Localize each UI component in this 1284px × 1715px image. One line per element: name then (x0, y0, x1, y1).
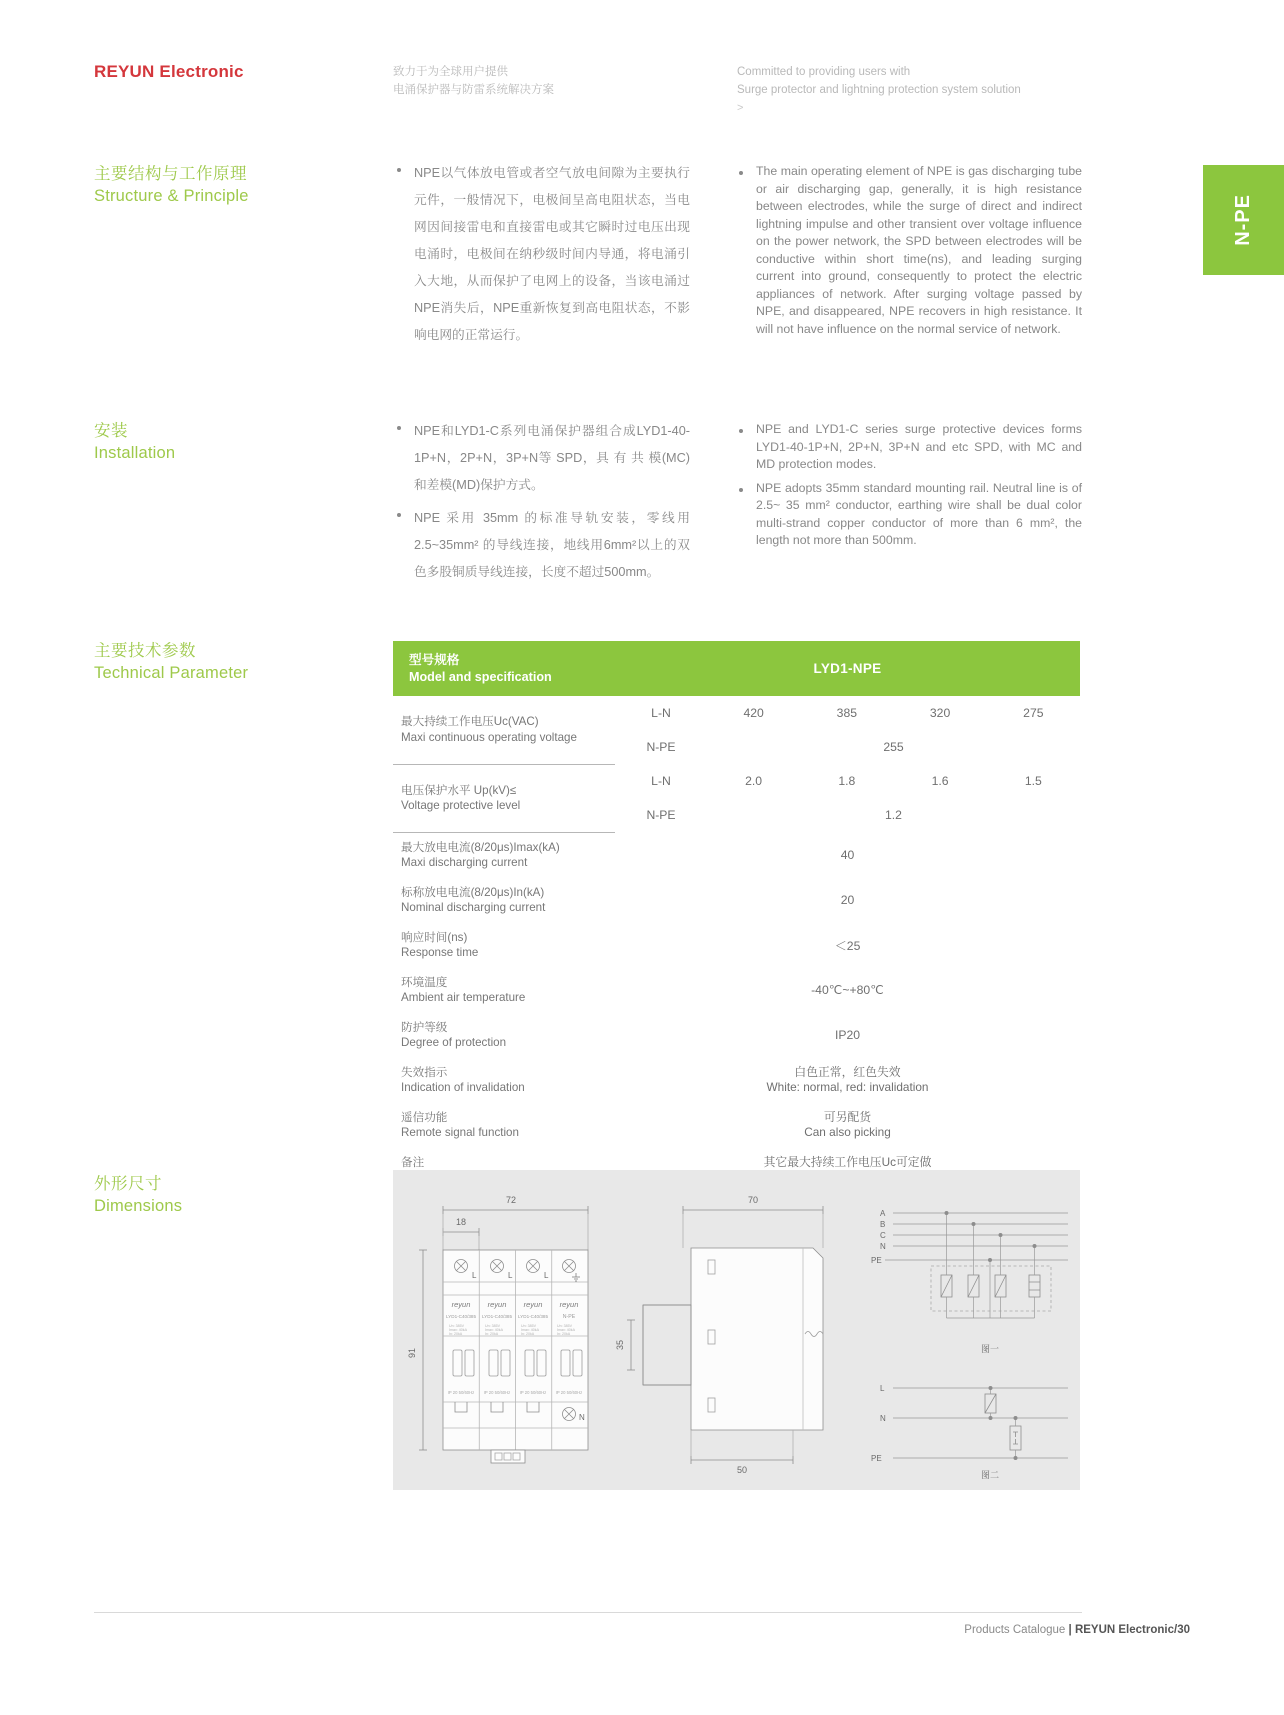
brand-logo: REYUN Electronic (94, 62, 244, 81)
row-label-temperature (393, 968, 615, 1013)
module-spec-2-line1: Un: 385V (485, 1324, 500, 1328)
row-label-imax-en: Maxi discharging current (401, 856, 528, 869)
row-label-response-en: Response time (401, 946, 479, 959)
circuit-phase-label-c: C (880, 1231, 886, 1240)
row-label-indication (393, 1058, 615, 1103)
slogan-chinese (393, 63, 554, 99)
circuit-phase-label-a: A (880, 1209, 886, 1218)
module-spec-1-line3: In: 20kA (449, 1332, 463, 1336)
row-label-imax (393, 832, 615, 878)
section-title-technical (94, 640, 374, 684)
cell-temperature: -40℃~+80℃ (811, 983, 884, 997)
section-title-dimensions (94, 1173, 374, 1217)
cell-in: 20 (840, 893, 855, 907)
footer-text (964, 1624, 1190, 1636)
module-pole-label-4: N (579, 1413, 585, 1422)
footer-divider (94, 1612, 1082, 1613)
row-label-up-en: Voltage protective level (401, 799, 521, 812)
row-label-response-cn: 响应时间(ns) (401, 930, 468, 944)
module-model-3: LYD1-C40/385 (517, 1314, 549, 1319)
section-title-installation-cn: 安装 (94, 422, 128, 440)
module-model-1: LYD1-C40/385 (445, 1314, 477, 1319)
cell-remote (615, 1103, 1080, 1148)
technical-parameter-table (393, 641, 1080, 1193)
cell-imax: 40 (840, 847, 855, 862)
cell-uc-ln-3: 320 (929, 706, 951, 720)
cell-uc-npe: 255 (883, 740, 904, 754)
module-pole-label-3: L (544, 1271, 549, 1280)
section-title-structure-cn: 主要结构与工作原理 (94, 165, 247, 183)
module-footer-1: IP 20 50/60Hz (447, 1390, 475, 1395)
cell-uc-ln-4: 275 (1023, 706, 1044, 720)
circuit-lower-label-pe: PE (871, 1454, 882, 1463)
row-label-uc-cn: 最大持续工作电压Uc(VAC) (401, 715, 539, 729)
cell-indication-cn: 白色正常，红色失效 (794, 1064, 901, 1079)
list-item: NPE以气体放电管或者空气放电间隙为主要执行元件，一般情况下，电极间呈高电阻状态，当电网因间接雷电和直接雷电或其它瞬时过电压出现电涌时，电极间在纳秒级时间内导通，将电涌引入大地，从而保护了电网上的设备，当该电涌过NPE消失后，NPE重新恢复到高电阻状态，不影响电网的正常运行。 (395, 160, 690, 349)
module-spec-4-line2: Imax: 40kA (557, 1328, 575, 1332)
dim-label-module-width: 18 (455, 1217, 467, 1227)
module-pole-label-2: L (508, 1271, 513, 1280)
module-spec-4-line3: In: 20kA (557, 1332, 571, 1336)
cell-uc-ln-1: 420 (743, 706, 764, 720)
table-header-model-value: LYD1-NPE (615, 641, 1080, 696)
module-brand-4: reyun (559, 1300, 579, 1309)
table-row (393, 764, 1080, 798)
table-header-model-cn: 型号规格 (409, 653, 460, 667)
slogan-en-line1: Committed to providing users with (737, 66, 911, 78)
list-item: NPE adopts 35mm standard mounting rail. Neutral line is of 2.5~ 35 mm² conductor, earthing wire shall be dual color multi-strand copper conductor of more than 6 mm², the length not more than 500mm. (737, 480, 1082, 550)
table-row (393, 1013, 1080, 1058)
row-label-imax-cn: 最大放电电流(8/20μs)Imax(kA) (401, 840, 560, 854)
row-mode-uc-ln: L-N (651, 706, 671, 720)
structure-bullets-en (737, 163, 1082, 344)
footer-catalogue-label: Products Catalogue (964, 1624, 1066, 1636)
dim-label-height: 91 (407, 1347, 417, 1359)
footer-page-number: 30 (1177, 1624, 1190, 1636)
module-spec-3-line1: Un: 385V (521, 1324, 536, 1328)
circuit-phase-label-pe: PE (871, 1256, 882, 1265)
module-spec-2-line2: Imax: 40kA (485, 1328, 503, 1332)
slogan-cn-line2: 电涌保护器与防雷系统解决方案 (393, 84, 554, 96)
section-title-technical-en: Technical Parameter (94, 664, 249, 682)
row-label-remote-en: Remote signal function (401, 1126, 519, 1139)
module-spec-3-line3: In: 20kA (521, 1332, 535, 1336)
circuit-lower-label-n: N (880, 1414, 886, 1423)
table-row (393, 878, 1080, 923)
list-item: The main operating element of NPE is gas discharging tube or air discharging gap, generally, it is high resistance between electrodes, while the surge of direct and indirect lightning impulse and other transient over voltage influence on the power network, the SPD between electrodes will be conductive within short time(ns), and leading surging current into ground, consequently to protect the electric appliances of network. After surging voltage passed by NPE, and disappeared, NPE recovers in high resistance. It will not have influence on the normal service of network. (737, 163, 1082, 338)
cell-up-ln-3: 1.6 (931, 774, 949, 788)
circuit-phase-label-b: B (880, 1220, 886, 1229)
row-label-remarks-cn: 备注 (401, 1155, 425, 1169)
cell-indication-en: White: normal, red: invalidation (766, 1080, 929, 1094)
module-footer-3: IP 20 50/60Hz (519, 1390, 547, 1395)
module-spec-1-line2: Imax: 40kA (449, 1328, 467, 1332)
row-label-temperature-cn: 环境温度 (401, 975, 448, 989)
table-header-model-label (393, 641, 615, 696)
module-spec-1-line1: Un: 385V (449, 1324, 464, 1328)
row-label-remote (393, 1103, 615, 1148)
cell-up-ln-4: 1.5 (1024, 774, 1042, 788)
table-row (393, 1058, 1080, 1103)
cell-up-npe: 1.2 (885, 808, 902, 822)
row-mode-up-ln: L-N (651, 774, 671, 788)
row-label-in-cn: 标称放电电流(8/20μs)In(kA) (401, 885, 545, 899)
list-item: NPE 采用 35mm 的标准导轨安装，零线用 2.5~35mm² 的导线连接，地线用6mm²以上的双色多股铜质导线连接，长度不超过500mm。 (395, 505, 690, 586)
section-title-installation (94, 420, 374, 464)
cell-uc-ln-2: 385 (836, 706, 858, 720)
row-label-up-cn: 电压保护水平 Up(kV)≤ (401, 783, 517, 797)
structure-bullets-cn (395, 160, 690, 355)
dim-label-rail: 35 (615, 1339, 625, 1351)
row-label-up (393, 764, 615, 832)
row-label-temperature-en: Ambient air temperature (401, 991, 526, 1004)
row-label-protection (393, 1013, 615, 1058)
module-spec-2-line3: In: 20kA (485, 1332, 499, 1336)
circuit-lower-label-l: L (880, 1384, 885, 1393)
row-label-uc (393, 696, 615, 764)
section-title-dimensions-cn: 外形尺寸 (94, 1175, 162, 1193)
installation-bullets-en (737, 421, 1082, 556)
slogan-en-line2: Surge protector and lightning protection system solution (737, 84, 1021, 96)
circuit-phase-label-n: N (880, 1242, 886, 1251)
table-row (393, 1103, 1080, 1148)
table-row (393, 968, 1080, 1013)
list-item: NPE and LYD1-C series surge protective devices forms LYD1-40-1P+N, 2P+N, 3P+N and etc SPD, with MC and MD protection modes. (737, 421, 1082, 474)
section-title-structure-en: Structure & Principle (94, 187, 249, 205)
list-item: NPE和LYD1-C系列电涌保护器组合成LYD1-40-1P+N，2P+N，3P+N等 SPD，具 有 共 模(MC)和差模(MD)保护方式。 (395, 418, 690, 499)
dim-label-bottom: 50 (736, 1465, 748, 1475)
section-title-technical-cn: 主要技术参数 (94, 642, 196, 660)
section-tab-npe (1203, 165, 1284, 275)
module-model-2: LYD1-C40/385 (481, 1314, 513, 1319)
row-label-protection-en: Degree of protection (401, 1036, 507, 1049)
slogan-english (737, 63, 1021, 117)
table-row (393, 923, 1080, 968)
module-footer-4: IP 20 50/60Hz (555, 1390, 583, 1395)
cell-up-ln-2: 1.8 (838, 774, 856, 788)
row-label-indication-cn: 失效指示 (401, 1065, 448, 1079)
row-label-remote-cn: 遥信功能 (401, 1110, 448, 1124)
row-label-in (393, 878, 615, 923)
footer-page-separator: / (1174, 1624, 1178, 1636)
cell-remarks-cn: 其它最大持续工作电压Uc可定做 (763, 1154, 932, 1169)
module-spec-4-line1: Un: 385V (557, 1324, 572, 1328)
footer-brand: REYUN Electronic (1074, 1624, 1174, 1636)
module-model-4: N-PE (562, 1314, 576, 1320)
table-header-row (393, 641, 1080, 696)
row-label-indication-en: Indication of invalidation (401, 1081, 525, 1094)
module-brand-1: reyun (451, 1300, 471, 1309)
section-title-structure (94, 163, 374, 207)
circuit-caption-2: 图二 (980, 1470, 1000, 1480)
row-label-uc-en: Maxi continuous operating voltage (401, 730, 577, 744)
section-title-dimensions-en: Dimensions (94, 1197, 183, 1215)
slogan-cn-line1: 致力于为全球用户提供 (393, 66, 508, 78)
module-footer-2: IP 20 50/60Hz (483, 1390, 511, 1395)
module-brand-3: reyun (523, 1300, 543, 1309)
cell-protection: IP20 (834, 1028, 861, 1042)
module-brand-2: reyun (487, 1300, 507, 1309)
row-label-in-en: Nominal discharging current (401, 901, 546, 914)
section-tab-label: N-PE (1232, 194, 1254, 246)
module-pole-label-1: L (472, 1271, 477, 1280)
slogan-arrow-icon: > (737, 102, 744, 114)
table-header-model-en: Model and specification (409, 669, 552, 684)
section-title-installation-en: Installation (94, 444, 176, 462)
row-label-response (393, 923, 615, 968)
cell-remote-en: Can also picking (804, 1125, 891, 1139)
cell-up-ln-1: 2.0 (745, 774, 763, 788)
footer-separator: | (1068, 1624, 1072, 1636)
dimensions-drawing-svg (393, 1170, 1080, 1490)
dim-label-width-front: 72 (505, 1195, 517, 1205)
cell-response: ＜25 (834, 938, 861, 953)
row-mode-up-npe: N-PE (646, 808, 676, 822)
cell-indication (615, 1058, 1080, 1103)
dim-label-width-side: 70 (747, 1195, 759, 1205)
table-row (393, 832, 1080, 878)
circuit-caption-1: 图一 (980, 1344, 1000, 1354)
dimensions-figure (393, 1170, 1080, 1490)
row-label-protection-cn: 防护等级 (401, 1020, 448, 1034)
page-header (0, 0, 1284, 130)
table-row (393, 696, 1080, 730)
row-mode-uc-npe: N-PE (646, 740, 676, 754)
installation-bullets-cn (395, 418, 690, 592)
module-spec-3-line2: Imax: 40kA (521, 1328, 539, 1332)
cell-remote-cn: 可另配货 (823, 1109, 872, 1124)
